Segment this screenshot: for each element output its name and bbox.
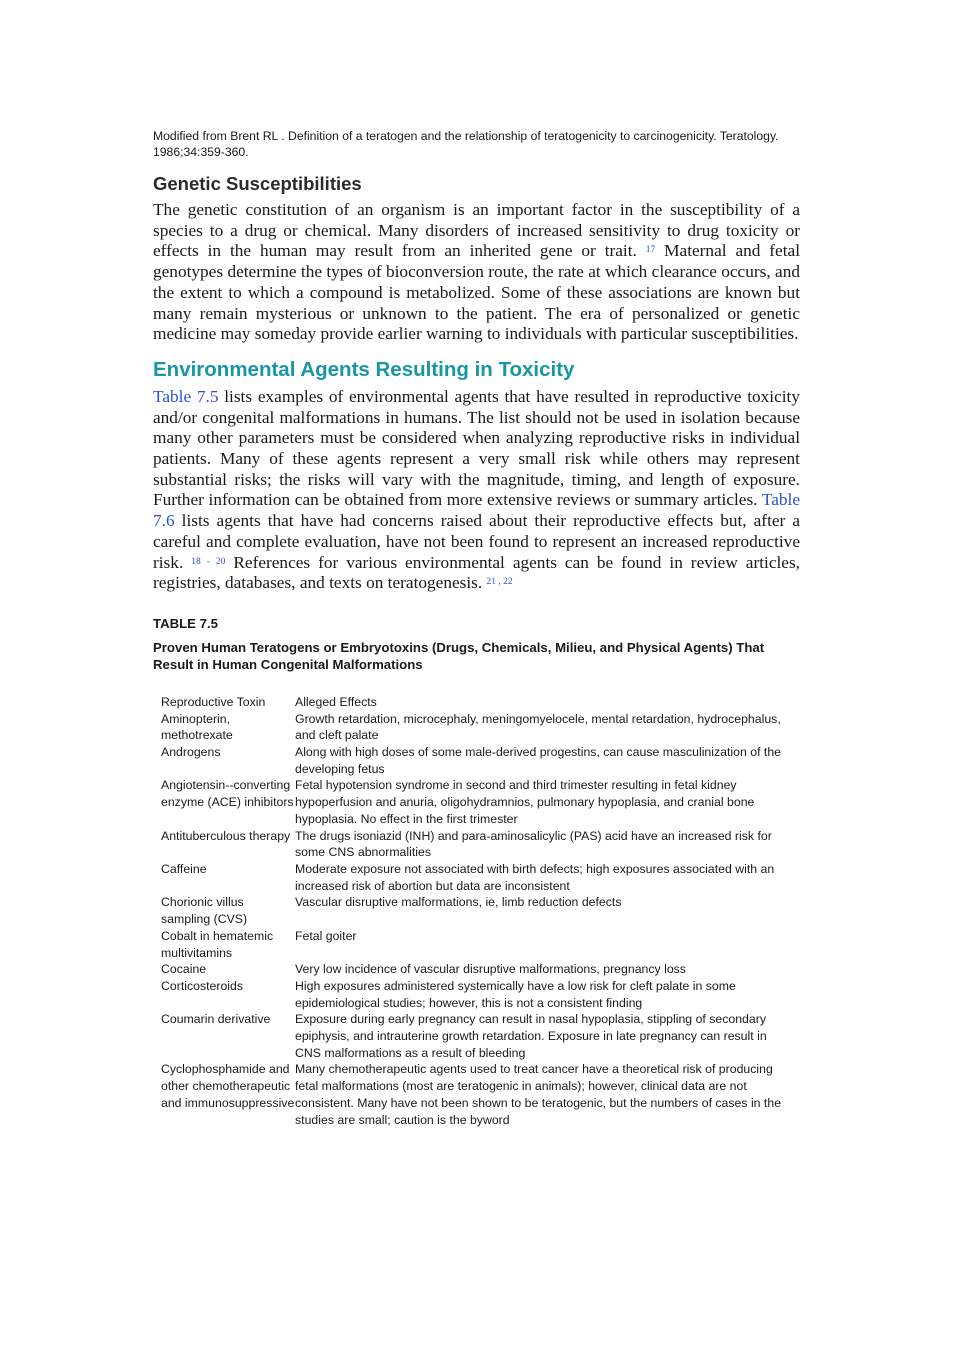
- table-row: [161, 828, 793, 861]
- effects-cell: Along with high doses of some male-derived progestins, can cause masculinization of the developing fetus: [295, 745, 781, 776]
- table-row: [161, 1011, 793, 1061]
- reference-link-21-22[interactable]: 21 , 22: [486, 577, 513, 588]
- source-note: Modified from Brent RL . Definition of a teratogen and the relationship of teratogenicity to carcinogenicity. Teratology. 1986;34:359-360.: [153, 129, 779, 159]
- table-row: [161, 928, 793, 961]
- agent-cell: Chorionic villus sampling (CVS): [161, 895, 248, 927]
- effects-cell: Fetal goiter: [295, 928, 357, 943]
- paragraph-genetic-text-1: The genetic constitution of an organism is an important factor in the susceptibility of a species to a drug or chemical. Many disorders of increased sensitivity to drug toxicity or effects in the human may result from an inherited gene or trait.: [153, 200, 800, 261]
- paragraph-genetic: [153, 200, 800, 345]
- reference-link-18-20[interactable]: 18 - 20: [191, 556, 226, 567]
- agent-cell: Androgens: [161, 745, 221, 760]
- section-heading-environmental: Environmental Agents Resulting in Toxicity: [153, 357, 575, 381]
- paragraph-env-text-3: References for various environmental agents can be found in review articles, registries, databases, and texts on teratogenesis.: [153, 552, 801, 593]
- table-row: [161, 894, 793, 927]
- column-header-agent: Reproductive Toxin: [161, 694, 266, 709]
- effects-cell: The drugs isoniazid (INH) and para-aminosalicylic (PAS) acid have an increased risk for some CNS abnormalities: [295, 828, 772, 860]
- page-content: [153, 128, 800, 1128]
- paragraph-env-text-2: lists agents that have had concerns raised about their reproductive effects but, after a careful and complete evaluation, have not been found to represent an increased reproductive risk.: [153, 511, 800, 572]
- paragraph-env-text-1: lists examples of environmental agents that have resulted in reproductive toxicity and/or congenital malformations in humans. The list should not be used in isolation because many other parameters must be considered when analyzing reproductive risks in individual patients. Many of these agents represent a very small risk while others may represent substantial risks; the risks will vary with the magnitude, timing, and length of exposure. Further information can be obtained from more extensive reviews or summary articles.: [153, 386, 800, 510]
- effects-cell: Fetal hypotension syndrome in second and third trimester resulting in fetal kidney hypoperfusion and anuria, oligohydramnios, pulmonary hypoplasia, and cranial bone hypoplasia. No effect in the first trimester: [295, 778, 755, 826]
- effects-cell: Vascular disruptive malformations, ie, limb reduction defects: [295, 895, 622, 910]
- table-caption: Proven Human Teratogens or Embryotoxins (Drugs, Chemicals, Milieu, and Physical Agents) That Result in Human Congenital Malformations: [153, 639, 765, 673]
- agent-cell: Angiotensin--converting enzyme (ACE) inhibitors: [161, 778, 294, 810]
- agent-cell: Aminopterin, methotrexate: [161, 711, 233, 743]
- paragraph-environmental: [153, 387, 800, 594]
- table-label: TABLE 7.5: [153, 615, 218, 631]
- effects-cell: Very low incidence of vascular disruptive malformations, pregnancy loss: [295, 962, 686, 977]
- effects-cell: Exposure during early pregnancy can result in nasal hypoplasia, stippling of secondary epiphysis, and intrauterine growth retardation. Exposure in late pregnancy can result in CNS malformations as a result of bleeding: [295, 1012, 767, 1060]
- section-heading-genetic: Genetic Susceptibilities: [153, 173, 362, 194]
- column-header-effects: Alleged Effects: [295, 694, 377, 709]
- agent-cell: Corticosteroids: [161, 978, 244, 993]
- effects-cell: Growth retardation, microcephaly, meningomyelocele, mental retardation, hydrocephalus, and cleft palate: [295, 711, 781, 743]
- effects-cell: Many chemotherapeutic agents used to treat cancer have a theoretical risk of producing fetal malformations (most are teratogenic in animals); however, clinical data are not consistent. Many have not been shown to be teratogenic, but the numbers of cases in the studies are small; caution is the byword: [295, 1062, 782, 1127]
- agent-cell: Antituberculous therapy: [161, 828, 291, 843]
- agent-cell: Coumarin derivative: [161, 1012, 271, 1027]
- agent-cell: Cobalt in hematemic multivitamins: [161, 928, 274, 960]
- table-header-row: [161, 694, 793, 711]
- table-row: [161, 978, 793, 1011]
- table-7-6-link[interactable]: Table 7.6: [153, 490, 801, 531]
- effects-cell: High exposures administered systemically have a low risk for cleft palate in some epidemiological studies; however, this is not a consistent finding: [295, 978, 736, 1010]
- table-row: [161, 777, 793, 827]
- table-row: [161, 711, 793, 744]
- paragraph-genetic-text-2: Maternal and fetal genotypes determine the types of bioconversion route, the rate at which clearance occurs, and the extent to which a compound is metabolized. Some of these associations are known but many remain mysterious or unknown to the patient. The era of personalized or genetic medicine may someday provide earlier warning to individuals with particular susceptibilities.: [153, 241, 800, 344]
- table-row: [161, 961, 793, 978]
- agent-cell: Caffeine: [161, 861, 207, 876]
- teratogen-table: [161, 694, 793, 1128]
- effects-cell: Moderate exposure not associated with birth defects; high exposures associated with an increased risk of abortion but data are inconsistent: [295, 861, 775, 893]
- table-row: [161, 1061, 793, 1128]
- reference-link-17[interactable]: 17: [645, 245, 656, 256]
- table-row: [161, 861, 793, 894]
- table-7-5-link[interactable]: Table 7.5: [153, 386, 219, 406]
- agent-cell: Cyclophosphamide and other chemotherapeutic and immunosuppressive: [161, 1062, 295, 1110]
- table-row: [161, 744, 793, 777]
- agent-cell: Cocaine: [161, 962, 207, 977]
